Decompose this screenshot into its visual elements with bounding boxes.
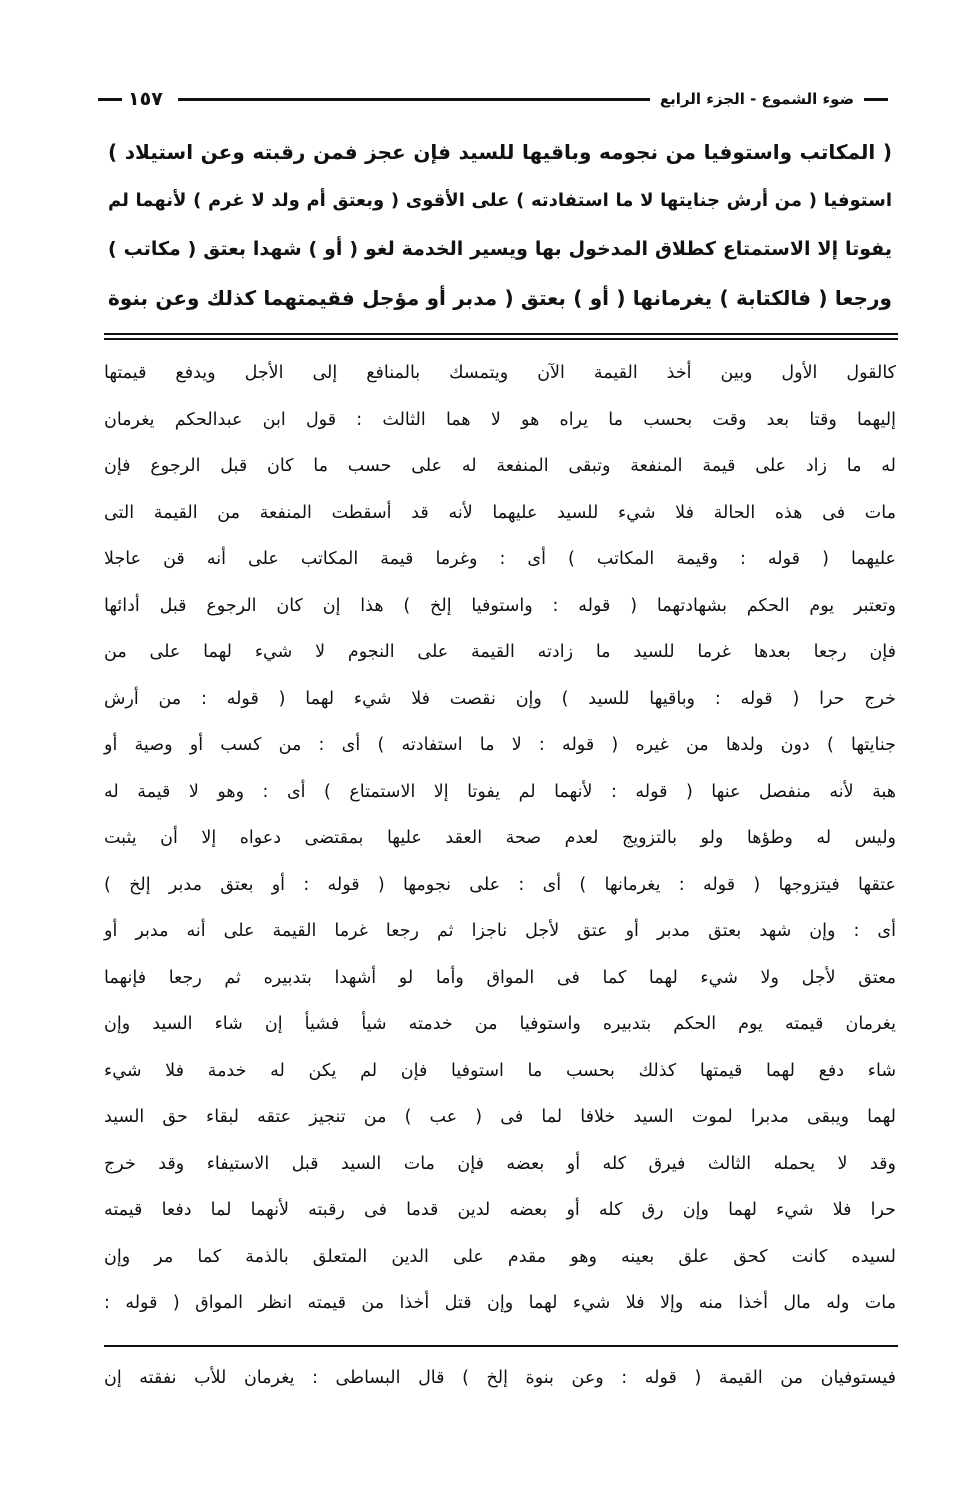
- commentary-line: أى : وإن شهد بعتق مدبر أو عتق لأجل ناجزا ثم رجعا غرما القيمة على أنه مدبر أو: [104, 921, 896, 941]
- commentary-line: شاء دفع لهما قيمتها كذلك بحسب ما استوفيا فإن لم يكن له خدمة فلا شيء: [104, 1060, 896, 1081]
- commentary-line: يغرمان قيمته يوم الحكم بتدبيره واستوفيا من خدمته شيأ فشيأ إن شاء السيد وإن: [104, 1014, 896, 1034]
- commentary-line: إليهما وقتا بعد وقت بحسب ما يراه هو لا هما الثالث : قول ابن عبدالحكم يغرمان: [104, 409, 896, 430]
- commentary: [104, 350, 896, 1327]
- main-text-line: ورجعا ( فالكتابة ) يغرمانها ( أو ) بعتق ( مدبر أو مؤجل فقيمتهما كذلك وعن بنوة: [108, 285, 892, 310]
- commentary-line: لسيده كانت كحق علق بعينه وهو مقدم على الدين المتعلق بالذمة كما مر وإن: [104, 1246, 896, 1267]
- main-text-divider: [104, 333, 898, 335]
- commentary-line: له ما زاد على قيمة المنفعة وتبقى المنفعة له على حسب ما كان قبل الرجوع فإن: [104, 456, 896, 476]
- commentary-line: جنايتها ) دون ولدها من غيره ( قوله : لا ما استفادته ) أى : من كسب أو وصية أو: [104, 735, 896, 755]
- main-text-line: يفوتا إلا الاستمتاع كطلاق المدخول بها ويسير الخدمة لغو ( أو ) شهدا بعتق ( مكاتب ): [108, 238, 892, 260]
- header-dash-left: [98, 98, 122, 101]
- header-dash-right: [864, 98, 888, 101]
- commentary-line: حرا فلا شيء لهما وإن رق كله أو بعضه لدين قدما فى رقبته لأنهما لما دفعا قيمته: [104, 1200, 896, 1220]
- commentary-line: لهما ويبقى مدبرا لموت السيد خلافا لما فى ( عب ) من تنجيز عتقه لبقاء حق السيد: [104, 1107, 896, 1127]
- running-header: [98, 86, 888, 112]
- main-text: [108, 128, 892, 322]
- commentary-line: مات وله مال أخذا منه وإلا فلا شيء لهما وإن قتل أخذا من قيمته انظر المواق ( قوله :: [104, 1293, 896, 1313]
- footnote: [104, 1355, 896, 1401]
- commentary-line: فإن رجعا بعدها غرما للسيد ما زادته القيمة على النجوم لا شيء لهما على من: [104, 642, 896, 662]
- page-number: ١٥٧: [128, 88, 163, 110]
- commentary-line: مات فى هذه الحالة فلا شيء للسيد عليهما لأنه قد أسقطت المنفعة من القيمة التى: [104, 502, 896, 523]
- commentary-line: كالقول الأول وبين أخذ القيمة الآن ويتمسك بالمنافع إلى الأجل ويدفع قيمتها: [104, 363, 896, 383]
- commentary-line: معتق لأجل ولا شيء لهما كما فى المواق وأما لو أشهدا بتدبيره ثم رجعا فإنهما: [104, 967, 896, 988]
- commentary-line: هبة لأنه منفصل عنها ( قوله : لأنهما لم يفوتا إلا الاستمتاع ) أى : وهو لا قيمة له: [104, 781, 896, 802]
- commentary-line: وليس له وطؤها ولو بالتزويج لعدم صحة العقد عليها بمقتضى دعواه إلا أن يثبت: [104, 828, 896, 848]
- commentary-line: عليهما ( قوله : وقيمة المكاتب ) أى : وغرما قيمة المكاتب على أنه قن عاجلا: [104, 549, 896, 569]
- commentary-line: وتعتبر يوم الحكم بشهادتهما ( قوله : واستوفيا إلخ ) هذا إن كان الرجوع قبل أدائها: [104, 595, 896, 616]
- commentary-line: خرج حرا ( قوله : وباقيها للسيد ) وإن نقصت فلا شيء لهما ( قوله : من أرش: [104, 688, 896, 709]
- commentary-line: عتقها فيتزوجها ( قوله : يغرمانها ) أى : على نجومها ( قوله : أو بعتق مدبر إلخ ): [104, 874, 896, 895]
- main-text-divider-2: [104, 338, 898, 340]
- footnote-line: فيستوفيان من القيمة ( قوله : وعن بنوة إلخ ) قال البساطى : يغرمان للأب نفقته إن: [104, 1368, 896, 1388]
- footnote-divider: [104, 1345, 898, 1347]
- header-rule: [178, 98, 650, 101]
- main-text-line: استوفيا ( من أرش جنايتها لا ما استفادته ) على الأقوى ( وبعتق أم ولد لا غرم ) لأنهما لم: [108, 189, 892, 211]
- book-title: ضوء الشموع - الجزء الرابع: [659, 90, 855, 108]
- main-text-line: ( المكاتب واستوفيا من نجومه وباقيها للسيد فإن عجز فمن رقبته وعن استيلاد ): [108, 140, 892, 164]
- commentary-line: وقد لا يحمله الثالث فيرق كله أو بعضه فإن مات السيد قبل الاستيفاء وقد خرج: [104, 1153, 896, 1174]
